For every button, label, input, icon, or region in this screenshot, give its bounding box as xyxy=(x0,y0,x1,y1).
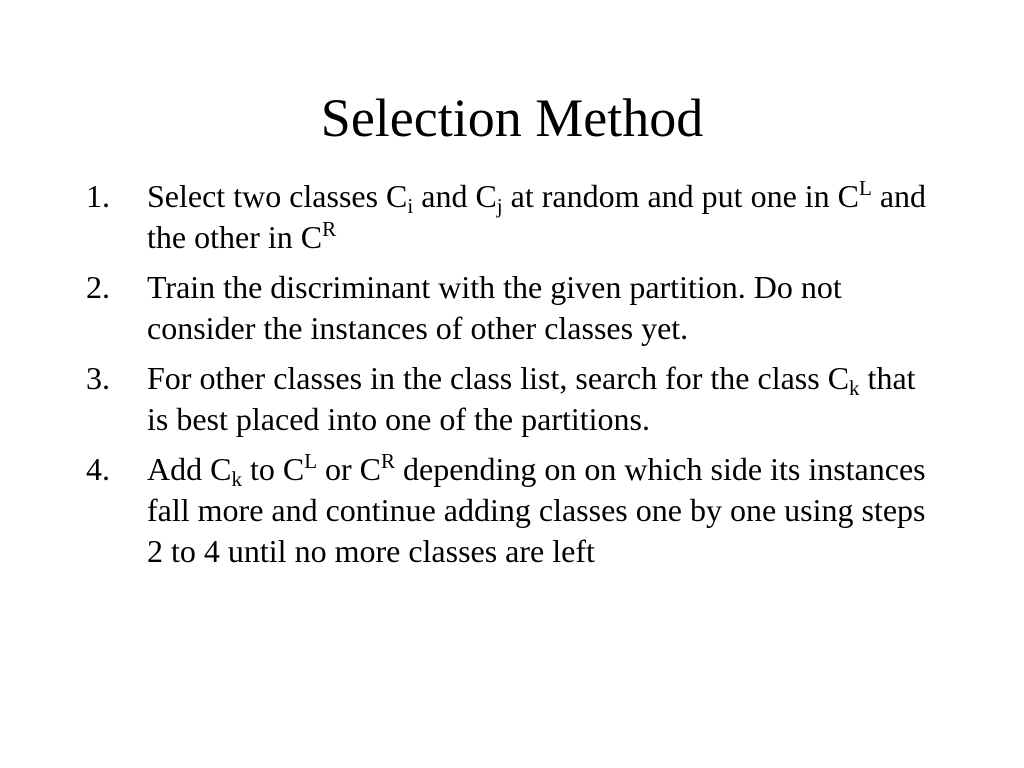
subscript-k: k xyxy=(849,376,860,400)
text-run: and C xyxy=(413,178,497,214)
text-run: depending on on which side its instances fall more and continue adding classes one by one using steps 2 to 4 until no more classes are left xyxy=(147,451,926,569)
step-text xyxy=(147,449,927,572)
text-run: at random and put one in C xyxy=(502,178,859,214)
step-number: 3. xyxy=(86,360,110,396)
text-run: that is best placed into one of the partitions. xyxy=(147,360,916,437)
superscript-r: R xyxy=(322,217,337,241)
step-1 xyxy=(0,176,1024,258)
step-number: 4. xyxy=(86,451,110,487)
superscript-r: R xyxy=(381,449,396,473)
text-run: For other classes in the class list, search for the class C xyxy=(147,360,850,396)
step-number: 2. xyxy=(86,269,110,305)
step-2 xyxy=(0,267,1024,349)
text-run: or C xyxy=(317,451,382,487)
step-3 xyxy=(0,358,1024,440)
step-text xyxy=(147,176,927,258)
slide-title: Selection Method xyxy=(320,88,704,148)
subscript-i: i xyxy=(407,194,414,218)
subscript-k: k xyxy=(231,467,242,491)
text-run: and the other in C xyxy=(147,178,927,255)
step-4 xyxy=(0,449,1024,572)
text-run: to C xyxy=(241,451,305,487)
step-text: Train the discriminant with the given partition. Do not consider the instances of other classes yet. xyxy=(147,269,842,346)
steps-list xyxy=(0,176,1024,581)
step-text xyxy=(147,358,927,440)
superscript-l: L xyxy=(304,449,318,473)
subscript-j: j xyxy=(496,194,503,218)
superscript-l: L xyxy=(859,176,872,200)
text-run: Add C xyxy=(147,451,232,487)
text-run: Select two classes C xyxy=(147,178,408,214)
step-number: 1. xyxy=(86,178,110,214)
